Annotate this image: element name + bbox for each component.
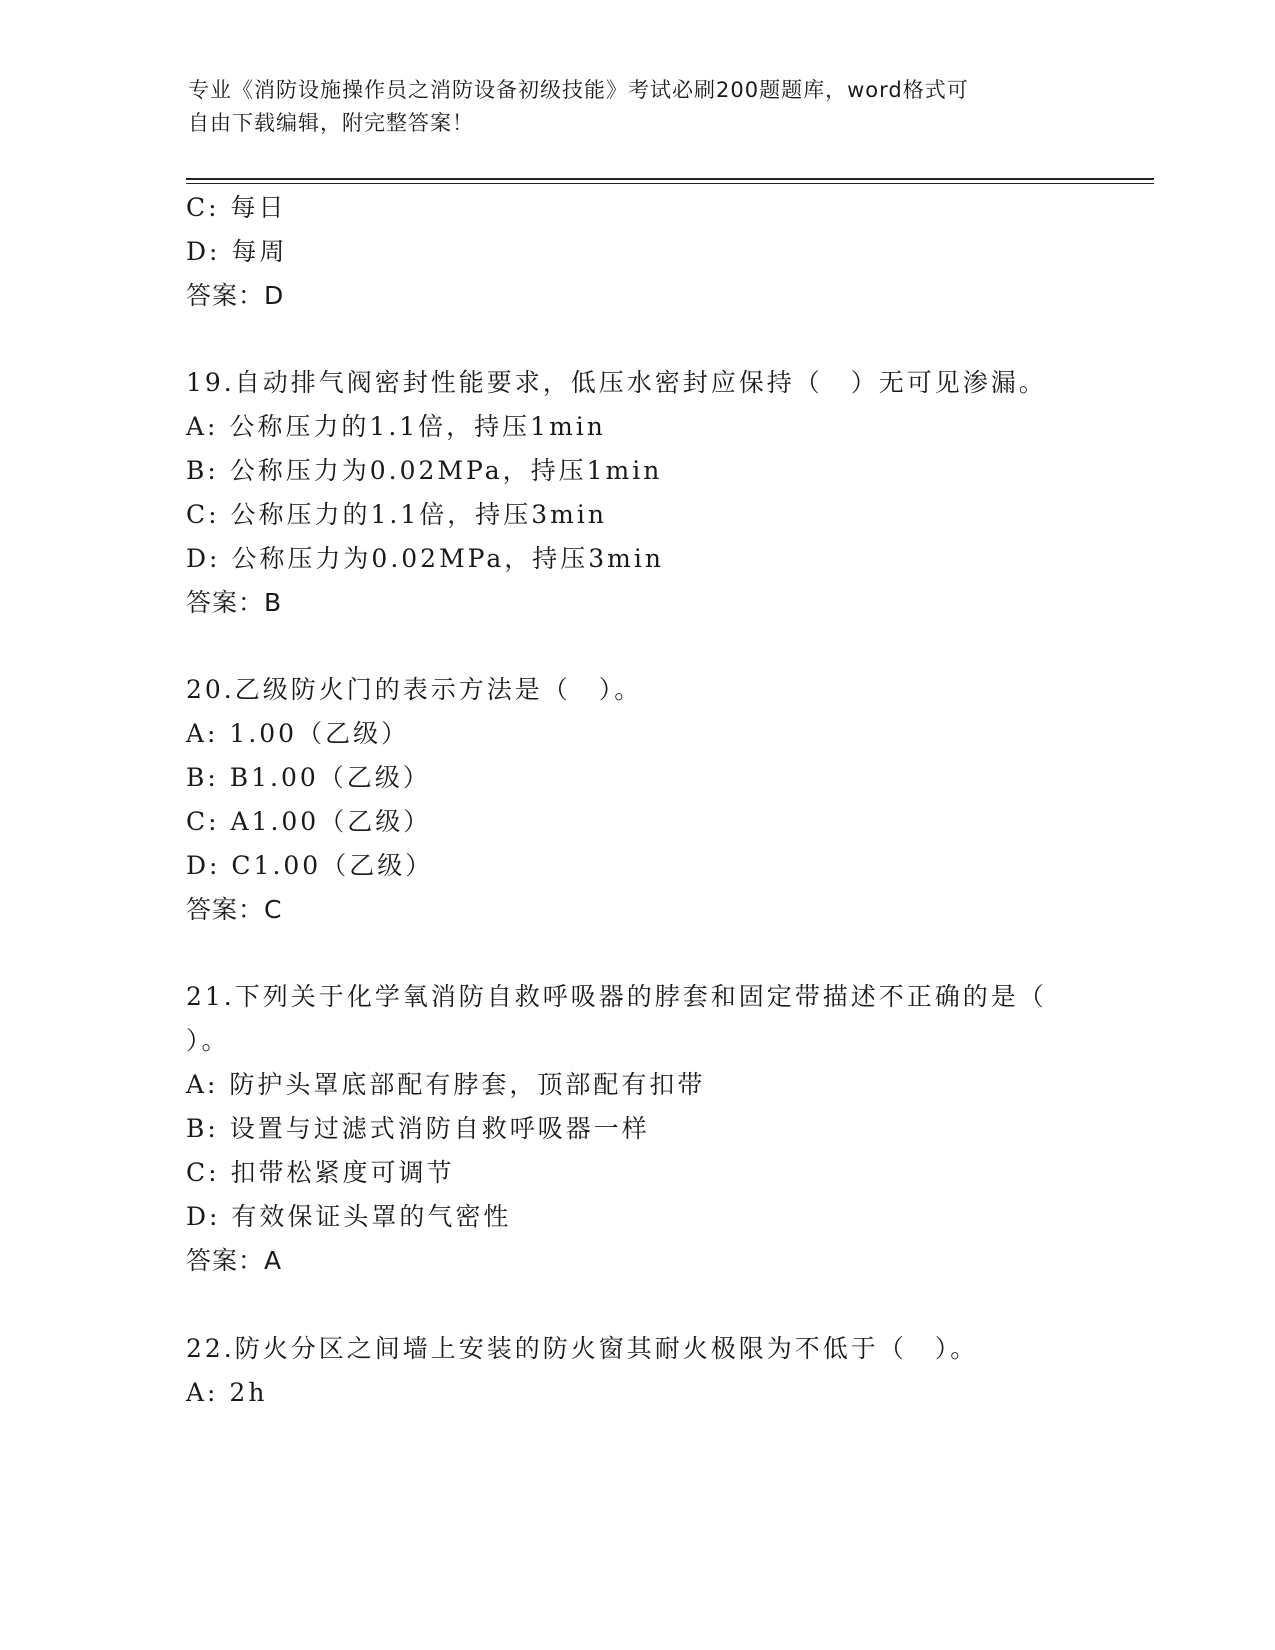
q20-option-b: B: B1.00（乙级） xyxy=(186,763,431,792)
q20-stem: 20.乙级防火门的表示方法是（ ）。 xyxy=(186,675,643,704)
document-header xyxy=(188,74,1068,140)
header-line-1: 专业《消防设施操作员之消防设备初级技能》考试必刷200题题库，word格式可 xyxy=(188,78,969,102)
q19-answer: 答案：B xyxy=(186,588,283,617)
q19-option-c: C: 公称压力的1.1倍，持压3min xyxy=(186,500,607,529)
q22-option-a: A: 2h xyxy=(186,1378,268,1407)
q19-option-b: B: 公称压力为0.02MPa，持压1min xyxy=(186,456,663,485)
q21-option-a: A: 防护头罩底部配有脖套，顶部配有扣带 xyxy=(186,1070,706,1099)
q22-stem: 22.防火分区之间墙上安装的防火窗其耐火极限为不低于（ ）。 xyxy=(186,1334,979,1363)
q21-answer: 答案：A xyxy=(186,1246,283,1275)
header-rule-thick xyxy=(186,178,1154,180)
q21-option-b: B: 设置与过滤式消防自救呼吸器一样 xyxy=(186,1114,650,1143)
q19-stem: 19.自动排气阀密封性能要求，低压水密封应保持（ ）无可见渗漏。 xyxy=(186,368,1047,397)
q20-option-a: A: 1.00（乙级） xyxy=(186,719,410,748)
q21-option-d: D: 有效保证头罩的气密性 xyxy=(186,1202,512,1231)
prev-option-d: D: 每周 xyxy=(186,237,288,266)
q21-stem-line-1: 21.下列关于化学氧消防自救呼吸器的脖套和固定带描述不正确的是（ xyxy=(186,982,1047,1011)
q19-option-a: A: 公称压力的1.1倍，持压1min xyxy=(186,412,606,441)
q20-option-c: C: A1.00（乙级） xyxy=(186,807,432,836)
q21-stem-line-2: ）。 xyxy=(186,1026,230,1055)
prev-answer: 答案：D xyxy=(186,281,285,310)
q21-option-c: C: 扣带松紧度可调节 xyxy=(186,1158,455,1187)
prev-option-c: C: 每日 xyxy=(186,193,287,222)
q20-option-d: D: C1.00（乙级） xyxy=(186,851,434,880)
header-rule-thin xyxy=(186,183,1154,184)
header-line-2: 自由下载编辑，附完整答案！ xyxy=(188,111,474,135)
q19-option-d: D: 公称压力为0.02MPa，持压3min xyxy=(186,544,664,573)
q20-answer: 答案：C xyxy=(186,895,283,924)
